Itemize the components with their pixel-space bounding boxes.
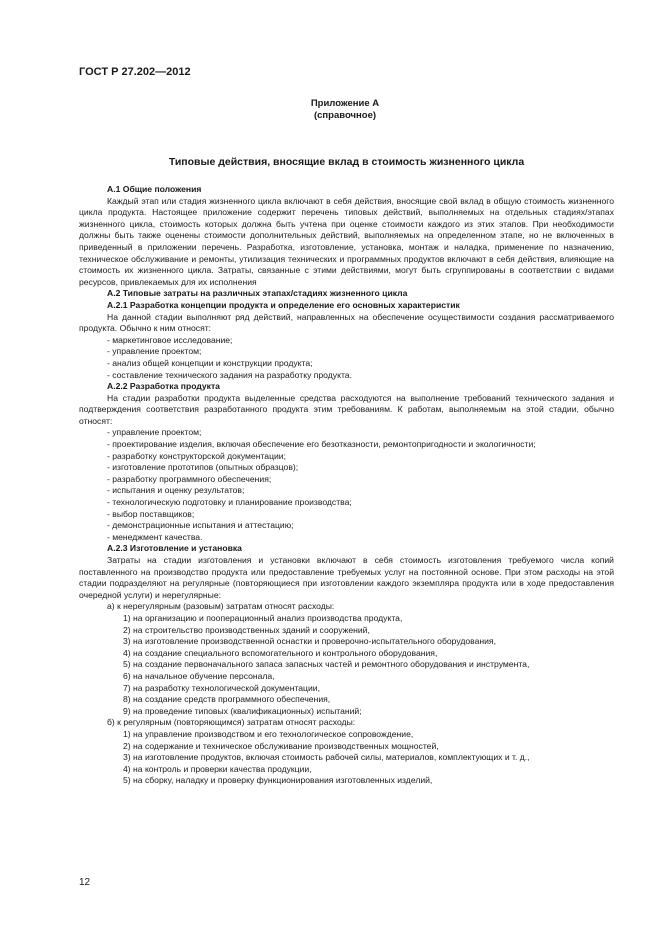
sublist-item: 3) на изготовление продуктов, включая стоимость рабочей силы, материалов, комплектующих и т. д.,	[123, 752, 530, 763]
sublist-item: 8) на создание средств программного обеспечения,	[123, 694, 331, 705]
sublist-item: 3) на изготовление производственной оснастки и проверочно-испытательного оборудования,	[123, 636, 496, 647]
section-a1-paragraph: Каждый этап или стадия жизненного цикла включают в себя действия, вносящие свой вклад в общую стоимость жизненного цикла продукта. Настоящее приложение содержит перечень типовых действий, выполняемых на отдельных стадиях/этапах жизненного цикла, стоимость которых должна быть учтена при оценке стоимости каждого из этих этапов. При необходимости должны быть также оценены стоимости дополнительных действий, выполняемых на определенном этапе, но не включенных в приведенный в приложении перечень. Разработка, изготовление, установка, монтаж и наладка, применение по назначению, техническое обслуживание и ремонты, утилизация технических и программных продуктов включают в себя действия, влияющие на стоимость их жизненного цикла. Затраты, связанные с этими действиями, могут быть сгруппированы в соответствии с видами ресурсов, привлекаемых для их исполнения	[79, 195, 614, 287]
document-body	[79, 184, 614, 787]
list-item: - разработку конструкторской документации;	[107, 450, 286, 461]
section-a23-heading: А.2.3 Изготовление и установка	[107, 543, 242, 554]
sublist-item: 7) на разработку технологической документации,	[123, 682, 320, 693]
section-a22-paragraph: На стадии разработки продукта выделенные средства расходуются на выполнение требований технического задания и подтверждения соответствия разработанного продукта этим требованиям. К работам, выполняемым на этой стадии, обычно относят:	[79, 392, 614, 426]
sublist-item: 9) на проведение типовых (квалификационных) испытаний;	[123, 705, 362, 716]
appendix-label: Приложение А	[310, 98, 380, 109]
section-a23-paragraph: Затраты на стадии изготовления и установки включают в себя стоимость изготовления требуемого числа копий поставленного на производство продукта или предоставление требуемых услуг на постоянной основе. При этом расходы на этой стадии подразделяют на регулярные (повторяющиеся при изготовлении каждого экземпляра продукта или в ходе предоставления очередной услуги) и нерегулярные:	[79, 555, 614, 600]
list-item: - изготовление прототипов (опытных образцов);	[107, 462, 299, 473]
list-item: - демонстрационные испытания и аттестацию;	[107, 520, 294, 531]
list-item: - управление проектом;	[107, 346, 202, 357]
list-item: - выбор поставщиков;	[107, 508, 195, 519]
list-item: - анализ общей концепции и конструкции продукта;	[107, 357, 313, 368]
list-item: - управление проектом;	[107, 427, 202, 438]
section-a22-heading: А.2.2 Разработка продукта	[107, 381, 220, 392]
section-a21-paragraph: На данной стадии выполняют ряд действий, направленных на обеспечение осуществимости создания рассматриваемого продукта. Обычно к ним относят:	[79, 311, 614, 334]
sublist-item: 5) на сборку, наладку и проверку функционирования изготовленных изделий,	[123, 775, 433, 786]
sublist-item: 4) на создание специального вспомогательного и контрольного оборудования,	[123, 647, 438, 658]
sublist-b-label: б) к регулярным (повторяющимся) затратам относят расходы:	[107, 717, 356, 728]
sublist-a-label: а) к нерегулярным (разовым) затратам относят расходы:	[107, 601, 335, 612]
section-a1-heading: А.1 Общие положения	[107, 184, 202, 194]
list-item: - проектирование изделия, включая обеспечение его безотказности, ремонтопригодности и экологичности;	[107, 439, 536, 450]
list-item: - технологическую подготовку и планирование производства;	[107, 497, 352, 508]
sublist-item: 2) на содержание и техническое обслуживание производственных мощностей,	[123, 740, 439, 751]
list-item: - маркетинговое исследование;	[107, 334, 233, 345]
sublist-item: 5) на создание первоначального запаса запасных частей и ремонтного оборудования и инструмента,	[123, 659, 530, 670]
sublist-item: 4) на контроль и проверки качества продукции,	[123, 763, 312, 774]
appendix-block	[290, 98, 400, 122]
list-item: - менеджмент качества.	[107, 531, 203, 542]
sublist-item: 1) на организацию и пооперационный анализ производства продукта,	[123, 612, 403, 623]
sublist-item: 2) на строительство производственных зданий и сооружений,	[123, 624, 370, 635]
section-a21-heading: А.2.1 Разработка концепции продукта и определение его основных характеристик	[107, 299, 460, 310]
list-item: - испытания и оценку результатов;	[107, 485, 245, 496]
page-number: 12	[79, 877, 91, 888]
list-item: - разработку программного обеспечения;	[107, 473, 272, 484]
sublist-item: 1) на управление производством и его технологическое сопровождение,	[123, 728, 414, 739]
sublist-item: 6) на начальное обучение персонала,	[123, 670, 275, 681]
section-a2-heading: А.2 Типовые затраты на различных этапах/стадиях жизненного цикла	[107, 288, 408, 299]
appendix-note: (справочное)	[313, 110, 377, 121]
document-code: ГОСТ Р 27.202—2012	[79, 66, 191, 78]
appendix-title: Типовые действия, вносящие вклад в стоимость жизненного цикла	[168, 156, 525, 168]
list-item: - составление технического задания на разработку продукта.	[107, 369, 352, 380]
